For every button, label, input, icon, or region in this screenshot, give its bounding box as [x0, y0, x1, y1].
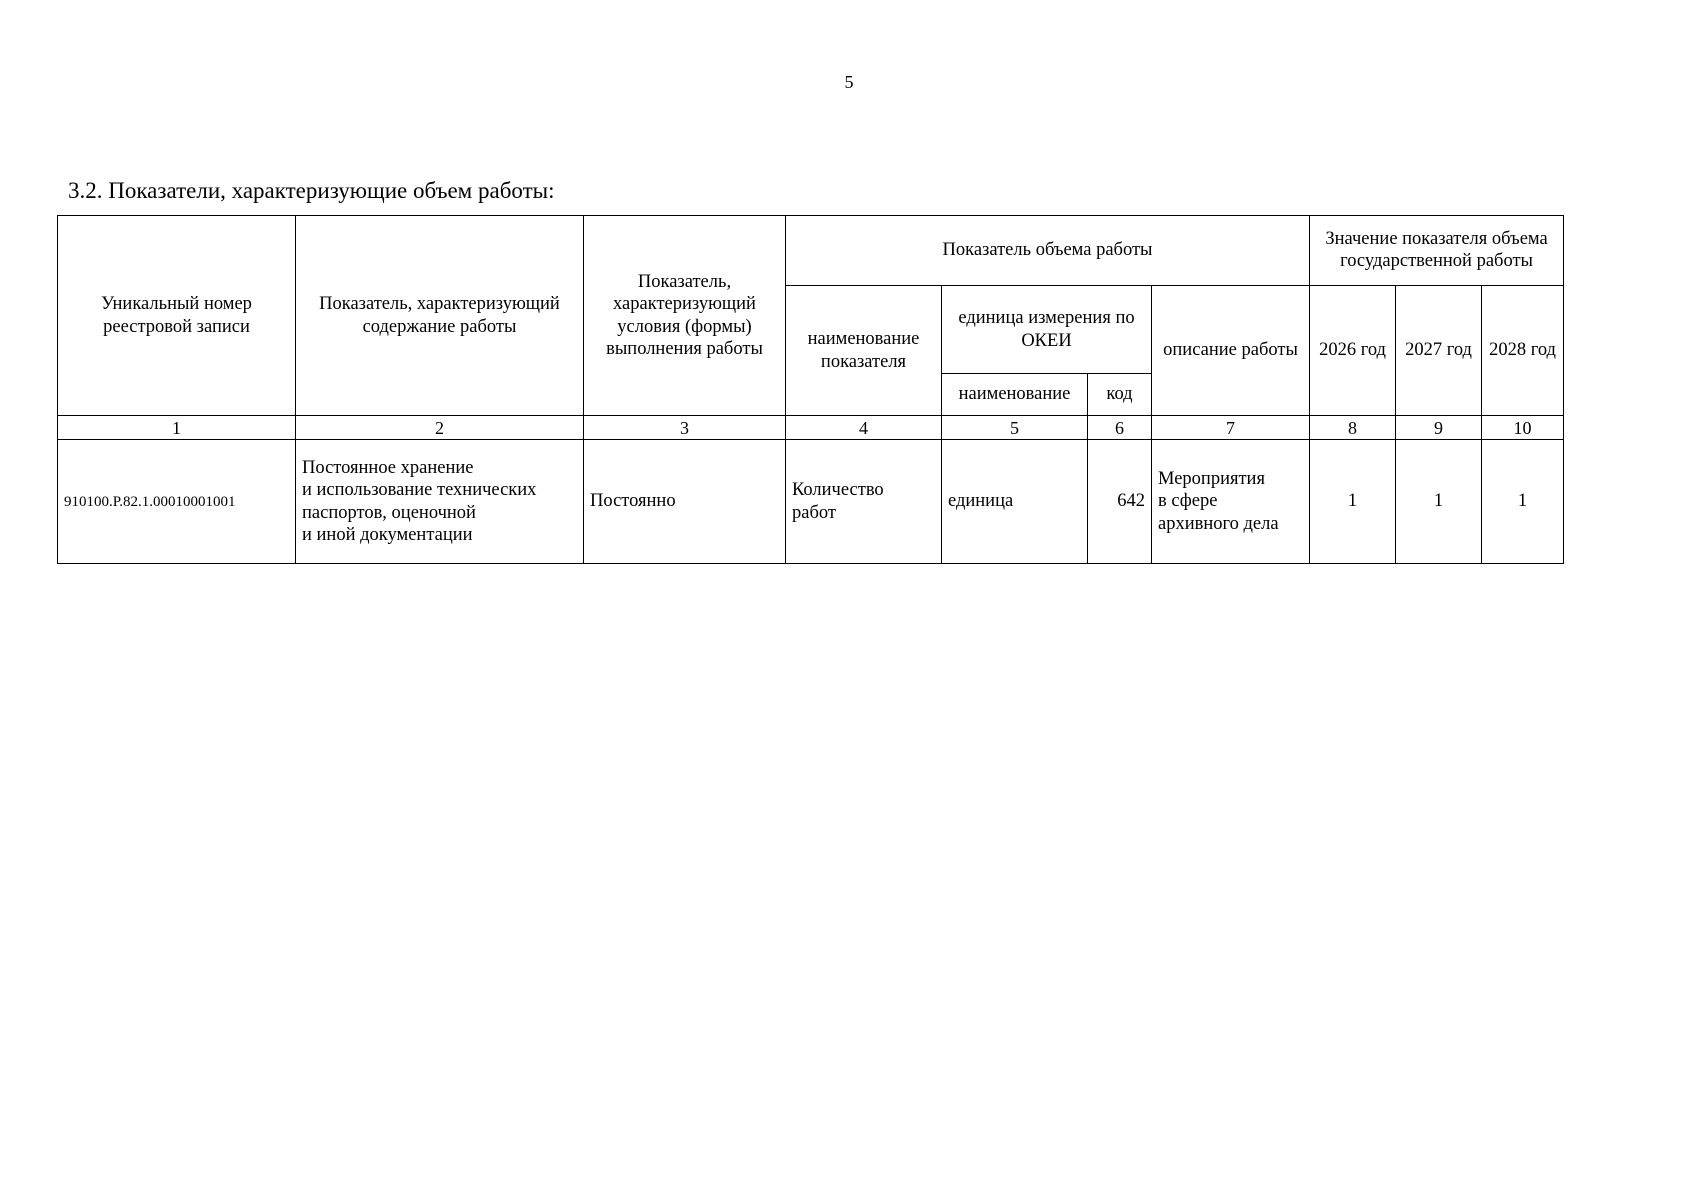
- value-2027-cell: 1: [1396, 440, 1482, 564]
- header-row-1: [58, 216, 1564, 286]
- header-volume-indicator-group: Показатель объема работы: [786, 216, 1310, 286]
- column-number: 3: [584, 416, 786, 440]
- header-year-2028: 2028 год: [1482, 286, 1564, 416]
- work-description-line: в сфере: [1158, 491, 1218, 512]
- column-number: 1: [58, 416, 296, 440]
- unit-code-cell: 642: [1088, 440, 1152, 564]
- header-condition-indicator: Показатель, характеризующий условия (формы) выполнения работы: [584, 216, 786, 416]
- indicator-name-cell: [786, 440, 942, 564]
- volume-indicators-table: [57, 215, 1564, 564]
- indicator-name-line: работ: [792, 502, 836, 523]
- value-2028-cell: 1: [1482, 440, 1564, 564]
- header-value-group: Значение показателя объема государственной работы: [1310, 216, 1564, 286]
- content-indicator-line: и иной документации: [302, 524, 473, 545]
- page-number: 5: [844, 72, 854, 92]
- header-year-2026: 2026 год: [1310, 286, 1396, 416]
- header-work-description: описание работы: [1152, 286, 1310, 416]
- work-description-line: Мероприятия: [1158, 469, 1265, 490]
- content-indicator-line: паспортов, оценочной: [302, 502, 476, 523]
- work-description-cell: [1152, 440, 1310, 564]
- registry-number-cell: 910100.Р.82.1.00010001001: [58, 440, 296, 564]
- header-year-2027: 2027 год: [1396, 286, 1482, 416]
- header-unit-name: наименование: [942, 374, 1088, 416]
- column-number: 10: [1482, 416, 1564, 440]
- column-number: 2: [296, 416, 584, 440]
- header-indicator-name: наименование показателя: [786, 286, 942, 416]
- column-number: 7: [1152, 416, 1310, 440]
- header-content-indicator: Показатель, характеризующий содержание работы: [296, 216, 584, 416]
- value-2026-cell: 1: [1310, 440, 1396, 564]
- header-unit-code: код: [1088, 374, 1152, 416]
- work-description-line: архивного дела: [1158, 513, 1279, 534]
- content-indicator-cell: [296, 440, 584, 564]
- header-unit-okei: единица измерения по ОКЕИ: [942, 286, 1152, 374]
- column-number: 4: [786, 416, 942, 440]
- table-row: [58, 440, 1564, 564]
- condition-cell: Постоянно: [584, 440, 786, 564]
- column-number: 5: [942, 416, 1088, 440]
- unit-name-cell: единица: [942, 440, 1088, 564]
- column-number: 9: [1396, 416, 1482, 440]
- header-registry-number: Уникальный номер реестровой записи: [58, 216, 296, 416]
- column-numbers-row: [58, 416, 1564, 440]
- column-number: 8: [1310, 416, 1396, 440]
- indicator-name-line: Количество: [792, 480, 884, 501]
- content-indicator-line: Постоянное хранение: [302, 458, 474, 479]
- column-number: 6: [1088, 416, 1152, 440]
- content-indicator-line: и использование технических: [302, 480, 537, 501]
- section-title: 3.2. Показатели, характеризующие объем работы:: [68, 178, 555, 203]
